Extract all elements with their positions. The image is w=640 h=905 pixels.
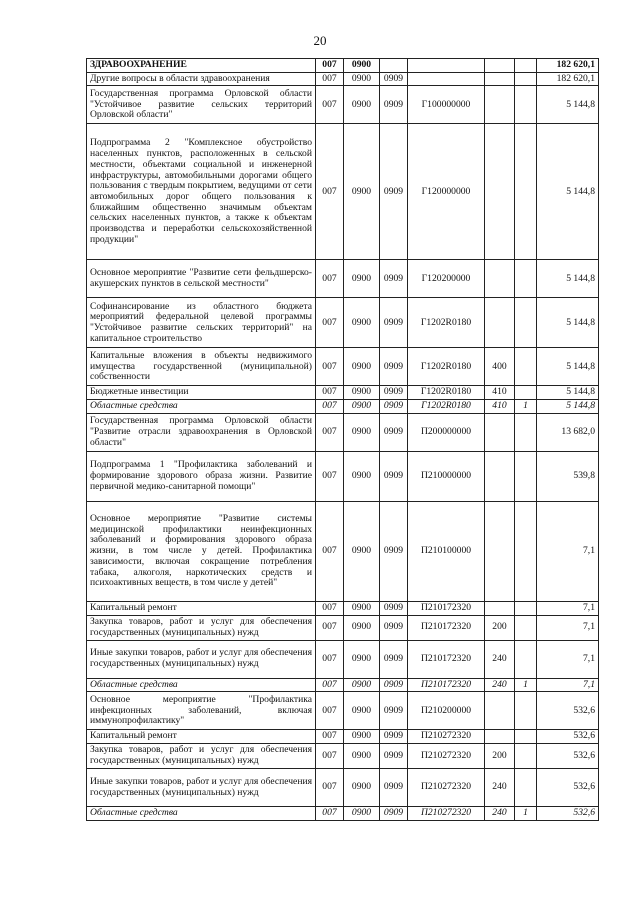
row-funding-source — [515, 744, 537, 769]
row-funding-source — [515, 640, 537, 678]
row-subsection-code: 0909 — [380, 124, 408, 260]
row-expense-type: 240 — [485, 678, 515, 692]
table-row — [87, 413, 599, 451]
row-amount: 182 620,1 — [537, 72, 599, 86]
row-funding-source — [515, 451, 537, 501]
row-section-code: 0900 — [344, 124, 380, 260]
row-target-article — [408, 59, 485, 73]
row-funding-source — [515, 730, 537, 744]
row-subsection-code: 0909 — [380, 260, 408, 298]
table-row — [87, 640, 599, 678]
row-amount: 532,6 — [537, 807, 599, 821]
row-subsection-code: 0909 — [380, 400, 408, 414]
row-subsection-code: 0909 — [380, 501, 408, 601]
row-ministry-code: 007 — [316, 615, 344, 640]
row-expense-type: 240 — [485, 807, 515, 821]
table-row — [87, 807, 599, 821]
row-expense-type: 200 — [485, 615, 515, 640]
row-amount: 5 144,8 — [537, 124, 599, 260]
row-name: Закупка товаров, работ и услуг для обеспечения государственных (муниципальных) нужд — [87, 615, 316, 640]
row-ministry-code: 007 — [316, 501, 344, 601]
page-number: 20 — [313, 33, 327, 48]
table-row — [87, 348, 599, 386]
row-subsection-code: 0909 — [380, 678, 408, 692]
row-funding-source — [515, 769, 537, 807]
row-amount: 5 144,8 — [537, 400, 599, 414]
row-ministry-code: 007 — [316, 260, 344, 298]
row-name: Подпрограмма 2 "Комплексное обустройство населенных пунктов, расположенных в сельской местности, объектами социальной и инженерной инфраструктуры, автомобильными дорогами общего пользования с твердым покрытием, ведущими от сети автомобильных дорог общего пользования к ближайшим общественно значимым объектам сельских населенных пунктов, а также к объектам производства и переработки сельскохозяйственной продукции" — [87, 124, 316, 260]
row-subsection-code: 0909 — [380, 298, 408, 348]
row-section-code: 0900 — [344, 451, 380, 501]
row-ministry-code: 007 — [316, 386, 344, 400]
row-ministry-code: 007 — [316, 86, 344, 124]
row-amount: 7,1 — [537, 615, 599, 640]
table-row — [87, 769, 599, 807]
row-subsection-code: 0909 — [380, 451, 408, 501]
row-amount: 7,1 — [537, 501, 599, 601]
row-funding-source — [515, 72, 537, 86]
row-expense-type — [485, 59, 515, 73]
table-row — [87, 400, 599, 414]
row-expense-type: 410 — [485, 400, 515, 414]
row-target-article: Г120000000 — [408, 124, 485, 260]
row-subsection-code: 0909 — [380, 348, 408, 386]
table-row — [87, 86, 599, 124]
row-subsection-code: 0909 — [380, 601, 408, 615]
row-target-article: Г120200000 — [408, 260, 485, 298]
row-target-article: Г1202R0180 — [408, 348, 485, 386]
row-target-article: П210272320 — [408, 807, 485, 821]
row-target-article: П200000000 — [408, 413, 485, 451]
table-row — [87, 260, 599, 298]
row-ministry-code: 007 — [316, 692, 344, 730]
row-funding-source — [515, 501, 537, 601]
row-ministry-code: 007 — [316, 348, 344, 386]
budget-table-body — [87, 59, 599, 821]
row-funding-source — [515, 386, 537, 400]
row-name: Капитальные вложения в объекты недвижимого имущества государственной (муниципальной) собственности — [87, 348, 316, 386]
row-section-code: 0900 — [344, 692, 380, 730]
row-expense-type — [485, 298, 515, 348]
row-funding-source — [515, 601, 537, 615]
row-amount: 7,1 — [537, 678, 599, 692]
row-section-code: 0900 — [344, 501, 380, 601]
row-funding-source — [515, 86, 537, 124]
row-section-code: 0900 — [344, 86, 380, 124]
row-ministry-code: 007 — [316, 413, 344, 451]
row-target-article: Г100000000 — [408, 86, 485, 124]
row-section-code: 0900 — [344, 72, 380, 86]
row-subsection-code: 0909 — [380, 744, 408, 769]
row-expense-type — [485, 730, 515, 744]
row-name: Капитальный ремонт — [87, 601, 316, 615]
row-funding-source — [515, 260, 537, 298]
row-name: Закупка товаров, работ и услуг для обеспечения государственных (муниципальных) нужд — [87, 744, 316, 769]
budget-table — [86, 58, 599, 821]
row-subsection-code: 0909 — [380, 86, 408, 124]
row-funding-source — [515, 615, 537, 640]
table-row — [87, 501, 599, 601]
row-target-article: П210272320 — [408, 769, 485, 807]
row-ministry-code: 007 — [316, 744, 344, 769]
row-name: ЗДРАВООХРАНЕНИЕ — [87, 59, 316, 73]
row-ministry-code: 007 — [316, 451, 344, 501]
row-target-article: Г1202R0180 — [408, 400, 485, 414]
row-section-code: 0900 — [344, 769, 380, 807]
row-expense-type — [485, 692, 515, 730]
table-row — [87, 601, 599, 615]
row-ministry-code: 007 — [316, 769, 344, 807]
row-name: Софинансирование из областного бюджета мероприятий федеральной целевой программы "Устойчивое развитие сельских территорий" на капитальное строительство — [87, 298, 316, 348]
row-section-code: 0900 — [344, 730, 380, 744]
row-funding-source — [515, 413, 537, 451]
row-section-code: 0900 — [344, 386, 380, 400]
row-funding-source: 1 — [515, 400, 537, 414]
row-expense-type — [485, 72, 515, 86]
row-name: Другие вопросы в области здравоохранения — [87, 72, 316, 86]
row-expense-type: 410 — [485, 386, 515, 400]
row-target-article: П210172320 — [408, 615, 485, 640]
row-subsection-code — [380, 59, 408, 73]
row-ministry-code: 007 — [316, 298, 344, 348]
row-section-code: 0900 — [344, 640, 380, 678]
row-funding-source: 1 — [515, 807, 537, 821]
row-name: Областные средства — [87, 400, 316, 414]
row-name: Областные средства — [87, 678, 316, 692]
table-row — [87, 386, 599, 400]
table-row — [87, 451, 599, 501]
row-target-article: Г1202R0180 — [408, 298, 485, 348]
row-expense-type — [485, 501, 515, 601]
table-row — [87, 730, 599, 744]
row-target-article — [408, 72, 485, 86]
row-amount: 7,1 — [537, 640, 599, 678]
row-section-code: 0900 — [344, 807, 380, 821]
row-ministry-code: 007 — [316, 400, 344, 414]
row-expense-type — [485, 413, 515, 451]
row-target-article: Г1202R0180 — [408, 386, 485, 400]
row-target-article: П210172320 — [408, 678, 485, 692]
row-expense-type — [485, 260, 515, 298]
table-row — [87, 615, 599, 640]
row-name: Основное мероприятие "Развитие сети фельдшерско-акушерских пунктов в сельской местности" — [87, 260, 316, 298]
table-row — [87, 298, 599, 348]
row-expense-type — [485, 451, 515, 501]
row-amount: 5 144,8 — [537, 86, 599, 124]
table-row — [87, 59, 599, 73]
row-amount: 5 144,8 — [537, 348, 599, 386]
row-name: Областные средства — [87, 807, 316, 821]
row-ministry-code: 007 — [316, 640, 344, 678]
row-amount: 5 144,8 — [537, 260, 599, 298]
row-expense-type — [485, 86, 515, 124]
row-name: Государственная программа Орловской области "Развитие отрасли здравоохранения в Орловской области" — [87, 413, 316, 451]
row-amount: 7,1 — [537, 601, 599, 615]
row-target-article: П210172320 — [408, 601, 485, 615]
row-name: Бюджетные инвестиции — [87, 386, 316, 400]
row-name: Основное мероприятие "Развитие системы медицинской профилактики неинфекционных заболеваний и формирования здорового образа жизни, в том числе у детей. Профилактика зависимости, включая сокращение потребления табака, алкоголя, наркотических средств и психоактивных веществ, в том числе у детей" — [87, 501, 316, 601]
row-ministry-code: 007 — [316, 807, 344, 821]
row-amount: 532,6 — [537, 692, 599, 730]
row-expense-type: 240 — [485, 769, 515, 807]
row-amount: 532,6 — [537, 730, 599, 744]
row-ministry-code: 007 — [316, 601, 344, 615]
row-section-code: 0900 — [344, 59, 380, 73]
row-section-code: 0900 — [344, 615, 380, 640]
row-name: Основное мероприятие "Профилактика инфекционных заболеваний, включая иммунопрофилактику" — [87, 692, 316, 730]
row-ministry-code: 007 — [316, 678, 344, 692]
row-target-article: П210100000 — [408, 501, 485, 601]
row-section-code: 0900 — [344, 678, 380, 692]
row-target-article: П210172320 — [408, 640, 485, 678]
row-ministry-code: 007 — [316, 59, 344, 73]
row-section-code: 0900 — [344, 260, 380, 298]
table-row — [87, 744, 599, 769]
row-subsection-code: 0909 — [380, 769, 408, 807]
table-row — [87, 692, 599, 730]
row-amount: 5 144,8 — [537, 386, 599, 400]
row-subsection-code: 0909 — [380, 692, 408, 730]
row-section-code: 0900 — [344, 601, 380, 615]
row-section-code: 0900 — [344, 348, 380, 386]
row-subsection-code: 0909 — [380, 413, 408, 451]
row-amount: 5 144,8 — [537, 298, 599, 348]
row-target-article: П210200000 — [408, 692, 485, 730]
row-subsection-code: 0909 — [380, 807, 408, 821]
row-expense-type: 200 — [485, 744, 515, 769]
row-target-article: П210000000 — [408, 451, 485, 501]
row-section-code: 0900 — [344, 298, 380, 348]
row-subsection-code: 0909 — [380, 615, 408, 640]
table-row — [87, 678, 599, 692]
row-funding-source — [515, 692, 537, 730]
row-amount: 182 620,1 — [537, 59, 599, 73]
row-subsection-code: 0909 — [380, 72, 408, 86]
table-row — [87, 124, 599, 260]
row-name: Государственная программа Орловской области "Устойчивое развитие сельских территорий Орловской области" — [87, 86, 316, 124]
row-section-code: 0900 — [344, 400, 380, 414]
row-expense-type — [485, 124, 515, 260]
row-target-article: П210272320 — [408, 744, 485, 769]
table-row — [87, 72, 599, 86]
row-subsection-code: 0909 — [380, 730, 408, 744]
row-subsection-code: 0909 — [380, 386, 408, 400]
row-target-article: П210272320 — [408, 730, 485, 744]
row-funding-source — [515, 124, 537, 260]
row-funding-source — [515, 59, 537, 73]
row-name: Иные закупки товаров, работ и услуг для обеспечения государственных (муниципальных) нужд — [87, 640, 316, 678]
row-funding-source: 1 — [515, 678, 537, 692]
row-amount: 539,8 — [537, 451, 599, 501]
row-subsection-code: 0909 — [380, 640, 408, 678]
row-amount: 532,6 — [537, 769, 599, 807]
row-section-code: 0900 — [344, 413, 380, 451]
row-expense-type: 240 — [485, 640, 515, 678]
row-expense-type — [485, 601, 515, 615]
row-expense-type: 400 — [485, 348, 515, 386]
row-amount: 13 682,0 — [537, 413, 599, 451]
row-ministry-code: 007 — [316, 124, 344, 260]
row-funding-source — [515, 348, 537, 386]
row-name: Капитальный ремонт — [87, 730, 316, 744]
row-amount: 532,6 — [537, 744, 599, 769]
row-funding-source — [515, 298, 537, 348]
row-ministry-code: 007 — [316, 730, 344, 744]
row-name: Подпрограмма 1 "Профилактика заболеваний и формирование здорового образа жизни. Развитие первичной медико-санитарной помощи" — [87, 451, 316, 501]
row-ministry-code: 007 — [316, 72, 344, 86]
row-name: Иные закупки товаров, работ и услуг для обеспечения государственных (муниципальных) нужд — [87, 769, 316, 807]
row-section-code: 0900 — [344, 744, 380, 769]
